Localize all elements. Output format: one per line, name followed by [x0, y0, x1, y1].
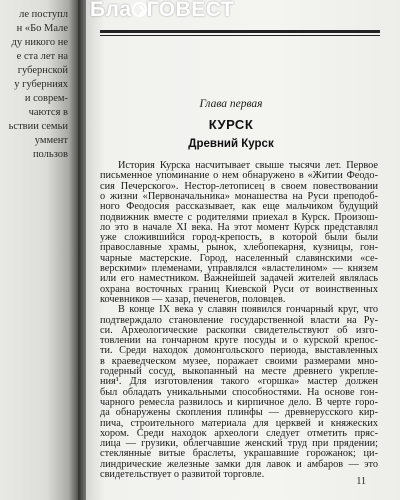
section-title: Древний Курск [188, 138, 274, 150]
left-page-line: н «Бо Мале [16, 23, 68, 34]
body-line: годерный сосуд, выкопанный на месте древнего укрепле- [100, 366, 378, 377]
body-line: подвижник вместе с родителями приехал в Курск. Произош- [100, 211, 378, 223]
left-page-line: у губерниях [14, 79, 68, 90]
left-page-line: ле поступл [19, 9, 68, 20]
body-line: товлении на гончарном круге посуды и о курской крепос- [100, 335, 378, 347]
chapter-label: Глава первая [199, 98, 263, 110]
header-rule-thin [100, 35, 380, 36]
page-number: 11 [356, 476, 366, 487]
body-line: сия Печерского». Нестор-летописец в своем повествовании [100, 180, 378, 192]
left-page-line: ьствии семьи [8, 121, 68, 132]
body-line: о жизни «Первоначальника» монашества на Руси преподоб- [100, 190, 378, 202]
left-page-line: губернской [17, 65, 68, 76]
body-line: уже сложившийся город-крепость, в которой были были [100, 232, 378, 244]
body-line: ло это в начале XI века. На этот момент Курск представлял [100, 221, 378, 233]
body-line: пича, строительного материала для церквей и княжеских [100, 417, 378, 429]
body-line: охрана восточных границ Киевской Руси от воинственных [100, 283, 378, 295]
left-page-line: пользов [32, 149, 68, 160]
body-line: ного Феодосия рассказывает, как еще мальчиком будущий [100, 201, 378, 213]
body-line: хором. Среди находок археологи следует отметить пряс- [100, 427, 378, 439]
body-line: ти. Среди находок домонгольского периода, выставленных [100, 345, 378, 357]
watermark-text-end: ГОВЕСТ [146, 0, 235, 21]
body-line: В конце IX века у славян появился гончарный круг, что [118, 304, 378, 316]
body-line: кочевников — хазар, печенегов, половцев. [100, 293, 286, 305]
body-line: чарного ремесла развилось и кирпичное дело. В черте горо- [100, 396, 378, 408]
body-line: ния¹. Для изготовления такого «горшка» мастер должен [100, 376, 378, 388]
body-line: чарные мастерские. Город, населенный славянскими «се- [100, 252, 378, 264]
body-line: си. Археологические раскопки свидетельствуют об изго- [100, 324, 378, 336]
left-page [0, 0, 78, 500]
body-line: лица — грузики, облегчавшие женский труд при прядении; [100, 438, 378, 450]
body-line: письменное упоминание о нем обнаружено в «Житии Феодо- [100, 170, 378, 182]
left-page-line: уммент [34, 135, 68, 146]
body-line: в краеведческом музее, поражает своими размерами мно- [100, 355, 378, 367]
watermark-logo [90, 0, 234, 22]
chapter-title: КУРСК [208, 117, 254, 132]
left-page-line: и соврем- [24, 93, 68, 104]
watermark-text-start: Бла [90, 0, 132, 21]
body-line: История Курска насчитывает свыше тысячи лет. Первое [118, 160, 378, 171]
left-page-line: е ста лет на [16, 51, 68, 62]
body-line: православные храмы, рынок, хлебопекарня, кузницы, гон- [100, 242, 378, 254]
body-line: верскими» племенами, управлялся «властелином» — князем [100, 263, 378, 274]
body-line: да обнаружены скопления плинфы — древнерусского кир- [100, 407, 378, 419]
body-line: подтверждало становление государственной власти на Ру- [100, 314, 378, 326]
body-line: был обладать уникальными способностями. На основе гон- [100, 386, 378, 398]
header-rule [100, 30, 380, 33]
watermark-arrow-icon [132, 2, 147, 17]
body-line: стеклянные витые браслеты, украшавшие горожанок; ци- [100, 448, 378, 460]
body-line: линдрические железные замки для лавок и амбаров — это [100, 458, 378, 470]
left-page-line: ду никого не [11, 37, 68, 48]
body-line: свидетельствует о развитой торговле. [100, 469, 265, 480]
body-line: или его наместником. Важнейшей задачей жителей являлась [100, 273, 378, 285]
left-page-line: чаются в [28, 107, 68, 118]
right-page [86, 0, 400, 500]
